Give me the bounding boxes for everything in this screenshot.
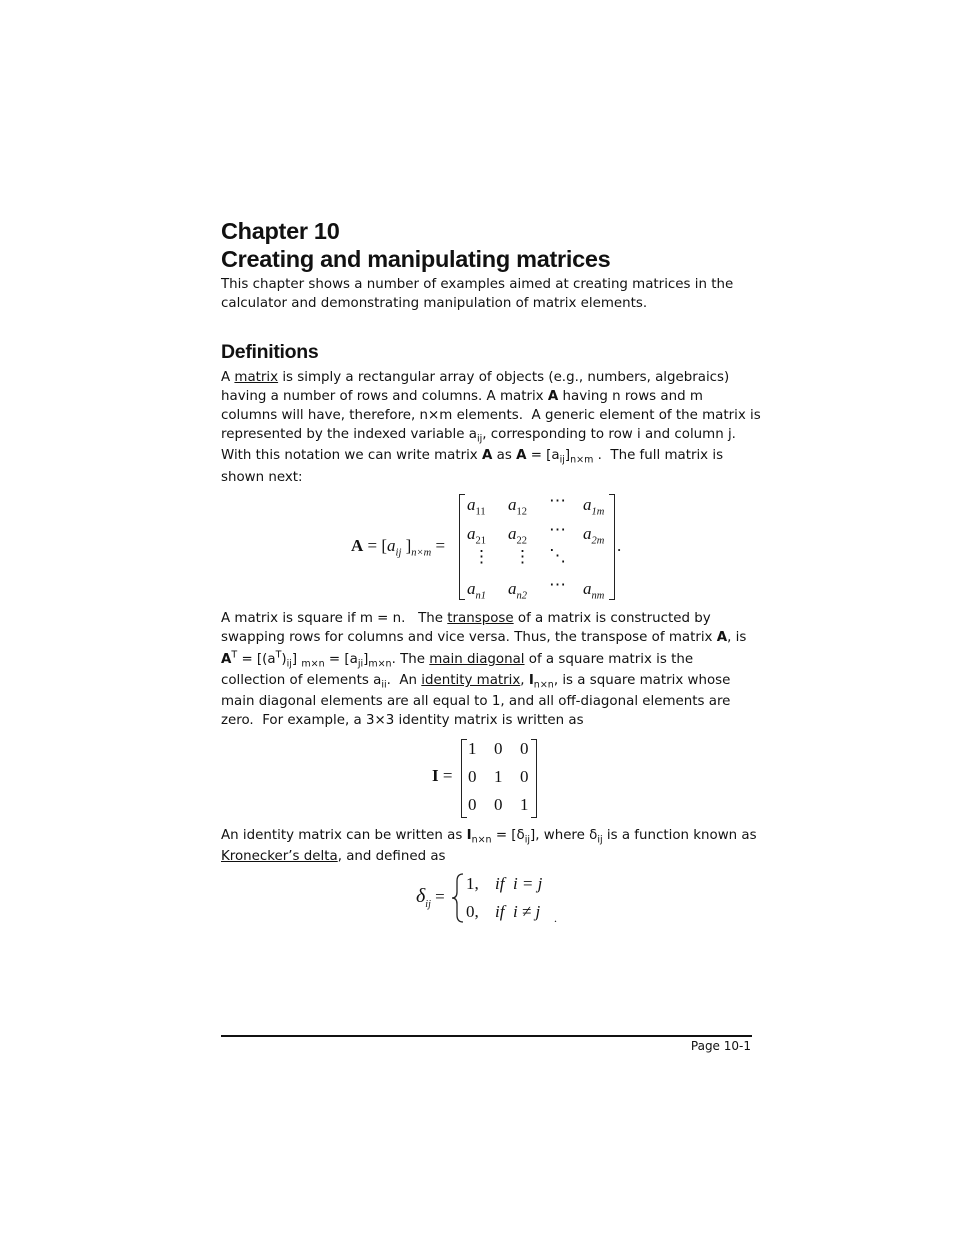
- definitions-paragraph-1: [221, 368, 761, 487]
- matrix-cell: $a_{22}$: [508, 524, 527, 547]
- identity-cell: 0: [520, 767, 529, 786]
- matrix-cell: $a_{n1}$: [467, 579, 486, 602]
- identity-lhs: I =: [432, 766, 453, 785]
- vdots: ⋮: [473, 547, 490, 566]
- identity-matrix-term: identity matrix: [421, 673, 521, 688]
- left-brace: [451, 872, 465, 924]
- text-line: With this notation we can write matrix A as $A = [a_{ij}]_{n\times m}$ . The full matrix is: [221, 448, 724, 466]
- chapter-title: Creating and manipulating matrices: [221, 246, 611, 272]
- matrix-a-right-bracket: [609, 494, 615, 600]
- text-line: collection of elements $a_{ii}$. An identity matrix, $I_{n\times n}$, is a square matrix whose: [221, 673, 731, 691]
- text-line: Kronecker’s delta, and defined as: [221, 849, 446, 864]
- text-line: A matrix is simply a rectangular array of objects (e.g., numbers, algebraics): [221, 370, 730, 385]
- definitions-paragraph-3: [221, 826, 757, 866]
- matrix-cell: $a_{n2}$: [508, 579, 527, 602]
- identity-cell: 0: [468, 767, 477, 786]
- text-line: main diagonal elements are all equal to 1, and all off-diagonal elements are: [221, 694, 731, 709]
- text-line: An identity matrix can be written as $I_{n\times n} = [\delta_{ij}]$, where $\delta_{ij}$ is a function known as: [221, 828, 757, 846]
- text-line: swapping rows for columns and vice versa. Thus, the transpose of matrix A, is: [221, 630, 747, 645]
- definitions-heading: Definitions: [221, 341, 319, 363]
- text-line: shown next:: [221, 470, 303, 485]
- identity-cell: 0: [520, 739, 529, 758]
- identity-cell: 1: [494, 767, 503, 786]
- period: .: [554, 911, 557, 925]
- matrix-cell: $a_{11}$: [467, 495, 486, 518]
- identity-cell: 0: [494, 739, 503, 758]
- hdots: ⋯: [549, 575, 566, 594]
- hdots: ⋯: [549, 491, 566, 510]
- transpose-term: transpose: [447, 611, 514, 626]
- delta-lhs: $\delta_{ij}$ =: [416, 885, 445, 910]
- identity-right-bracket: [531, 739, 537, 818]
- period: .: [617, 536, 622, 555]
- matrix-cell: $a_{12}$: [508, 495, 527, 518]
- matrix-term: matrix: [234, 370, 279, 385]
- identity-cell: 1: [468, 739, 477, 758]
- matrix-cell: $a_{nm}$: [583, 579, 605, 602]
- identity-cell: 0: [494, 795, 503, 814]
- ddots: ⋱: [549, 546, 566, 565]
- footer-rule: [221, 1035, 752, 1037]
- definitions-paragraph-2: [221, 609, 753, 730]
- identity-left-bracket: [461, 739, 467, 818]
- text-line: columns will have, therefore, n×m elements. A generic element of the matrix is: [221, 408, 761, 423]
- text-line: A matrix is square if m = n. The transpose of a matrix is constructed by: [221, 611, 711, 626]
- hdots: ⋯: [549, 520, 566, 539]
- delta-case-2-condition: if i ≠ j: [495, 902, 541, 921]
- matrix-cell: $a_{2m}$: [583, 524, 605, 547]
- matrix-a-left-bracket: [459, 494, 465, 600]
- delta-case-1-value: 1,: [466, 874, 479, 893]
- main-diagonal-term: main diagonal: [429, 652, 525, 667]
- identity-cell: 1: [520, 795, 529, 814]
- intro-line: This chapter shows a number of examples aimed at creating matrices in the: [221, 277, 734, 292]
- text-line: $A^T = [(a^T)_{ij}] _{m\times n} = [a_{ji}]_{m\times n}$. The main diagonal of a square matrix is the: [221, 649, 694, 670]
- chapter-number: Chapter 10: [221, 218, 340, 244]
- intro-line: calculator and demonstrating manipulation of matrix elements.: [221, 296, 648, 311]
- identity-cell: 0: [468, 795, 477, 814]
- vdots: ⋮: [514, 547, 531, 566]
- intro-paragraph: [221, 275, 753, 313]
- text-line: represented by the indexed variable $a_{ij}$, corresponding to row i and column j.: [221, 427, 736, 445]
- text-line: zero. For example, a 3×3 identity matrix is written as: [221, 713, 584, 728]
- matrix-cell: $a_{21}$: [467, 524, 486, 547]
- text-line: having a number of rows and columns. A matrix A having n rows and m: [221, 389, 703, 404]
- matrix-a-lhs: $A = [a_{ij}$ ]$_{n\times m}$ =: [351, 536, 446, 559]
- matrix-cell: $a_{1m}$: [583, 495, 605, 518]
- kronecker-delta-term: Kronecker’s delta: [221, 849, 338, 864]
- page-number: Page 10-1: [690, 1039, 751, 1053]
- delta-case-1-condition: if i = j: [495, 874, 543, 893]
- delta-case-2-value: 0,: [466, 902, 479, 921]
